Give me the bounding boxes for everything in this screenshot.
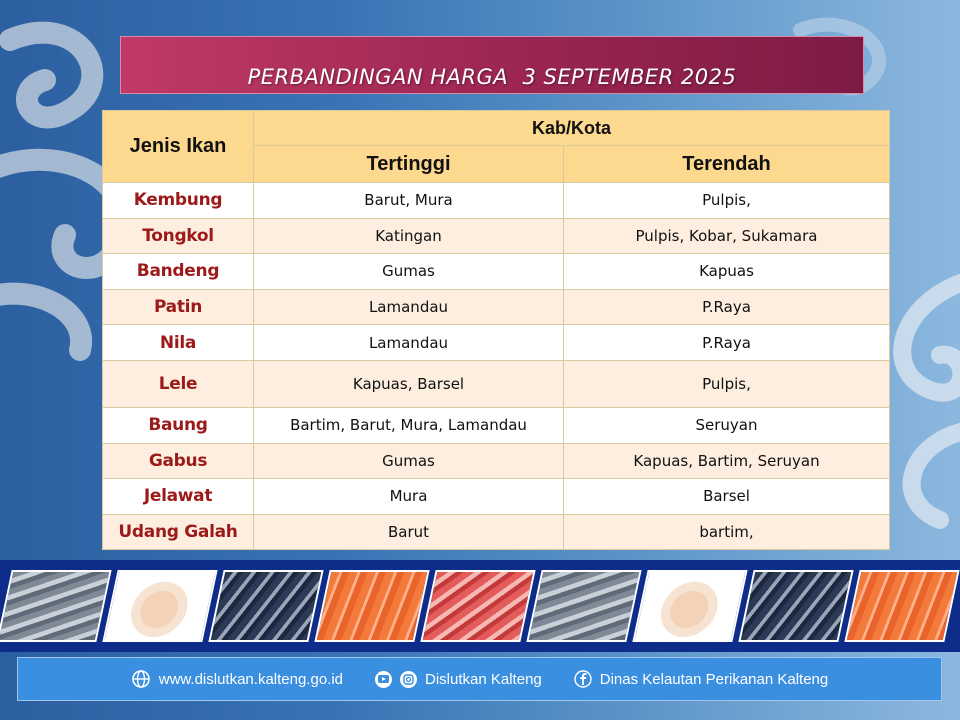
highest-regions: Kapuas, Barsel [254, 360, 564, 407]
highest-regions: Gumas [254, 443, 564, 479]
fish-name: Lele [103, 360, 254, 407]
highest-regions: Lamandau [254, 325, 564, 361]
fish-name: Tongkol [103, 218, 254, 254]
shrimp-photo [102, 570, 217, 642]
website-text: www.dislutkan.kalteng.go.id [158, 670, 344, 688]
price-comparison-table [102, 110, 890, 550]
table-row [103, 514, 890, 550]
highest-regions: Barut, Mura [254, 183, 564, 219]
highest-regions: Gumas [254, 254, 564, 290]
page-title: PERBANDINGAN HARGA 3 SEPTEMBER 2025 [247, 65, 737, 89]
table-row [103, 218, 890, 254]
fish-name: Kembung [103, 183, 254, 219]
youtube-icon [375, 671, 392, 688]
lowest-regions: Pulpis, [564, 360, 890, 407]
lowest-regions: Pulpis, [564, 183, 890, 219]
highest-regions: Lamandau [254, 289, 564, 325]
facebook-icon [574, 670, 592, 688]
lowest-regions: Pulpis, Kobar, Sukamara [564, 218, 890, 254]
table-row [103, 183, 890, 219]
lowest-regions: P.Raya [564, 325, 890, 361]
highest-regions: Bartim, Barut, Mura, Lamandau [254, 407, 564, 443]
fish-name: Gabus [103, 443, 254, 479]
table-row [103, 443, 890, 479]
lowest-regions: Barsel [564, 479, 890, 515]
highest-regions: Barut [254, 514, 564, 550]
facebook-text: Dinas Kelautan Perikanan Kalteng [599, 670, 829, 688]
header-highest: Tertinggi [254, 146, 564, 183]
mackerel-photo [738, 570, 853, 642]
footer-bar [17, 657, 942, 701]
lowest-regions: Kapuas [564, 254, 890, 290]
table-row [103, 360, 890, 407]
highest-regions: Katingan [254, 218, 564, 254]
lowest-regions: P.Raya [564, 289, 890, 325]
social-link[interactable] [375, 671, 542, 688]
fish-name: Patin [103, 289, 254, 325]
fish-photo-strip [0, 560, 960, 652]
globe-icon [131, 669, 151, 689]
lowest-regions: Seruyan [564, 407, 890, 443]
lowest-regions: bartim, [564, 514, 890, 550]
lowest-regions: Kapuas, Bartim, Seruyan [564, 443, 890, 479]
facebook-link[interactable] [574, 670, 829, 688]
table-row [103, 479, 890, 515]
header-fish-type: Jenis Ikan [103, 111, 254, 183]
sardine-photo [0, 570, 112, 642]
shrimp-photo [632, 570, 747, 642]
fish-name: Udang Galah [103, 514, 254, 550]
header-kab-kota: Kab/Kota [254, 111, 890, 146]
table-row [103, 254, 890, 290]
salmon-photo [844, 570, 959, 642]
table-row [103, 407, 890, 443]
fish-name: Nila [103, 325, 254, 361]
table-row [103, 289, 890, 325]
fish-name: Baung [103, 407, 254, 443]
website-link[interactable] [131, 669, 343, 689]
highest-regions: Mura [254, 479, 564, 515]
table-row [103, 325, 890, 361]
sardine-photo [526, 570, 641, 642]
salmon-photo [314, 570, 429, 642]
red-fish-photo [420, 570, 535, 642]
title-banner [120, 36, 864, 94]
fish-name: Jelawat [103, 479, 254, 515]
fish-name: Bandeng [103, 254, 254, 290]
social-text: Dislutkan Kalteng [425, 670, 542, 688]
header-lowest: Terendah [564, 146, 890, 183]
mackerel-photo [208, 570, 323, 642]
instagram-icon [400, 671, 417, 688]
